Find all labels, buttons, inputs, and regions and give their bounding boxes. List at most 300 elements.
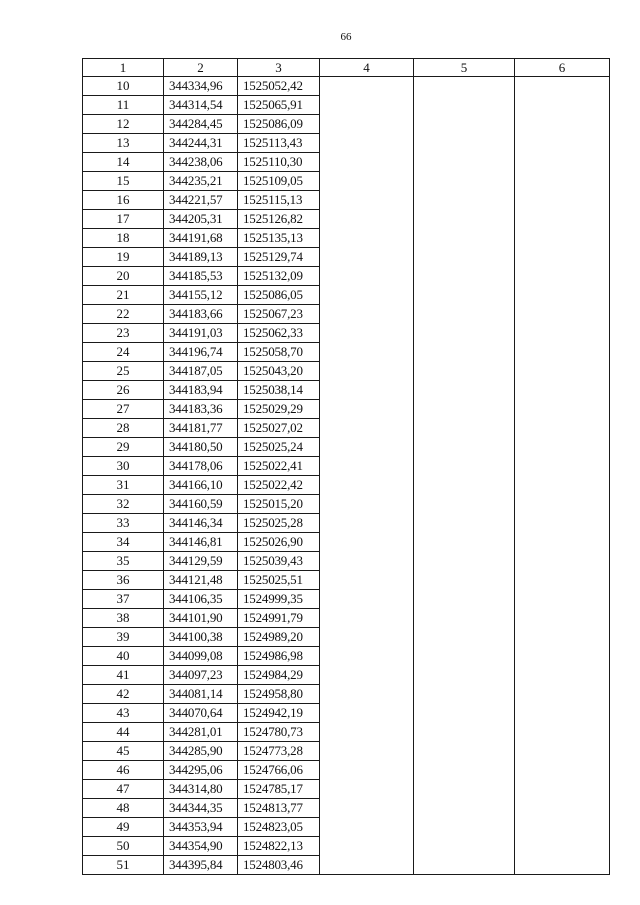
- empty-cell: [320, 229, 414, 248]
- y-coordinate-cell: 1525015,20: [238, 495, 320, 514]
- y-coordinate-cell: 1524766,06: [238, 761, 320, 780]
- empty-cell: [414, 742, 515, 761]
- empty-cell: [515, 685, 610, 704]
- point-number-cell: 50: [83, 837, 164, 856]
- empty-cell: [320, 210, 414, 229]
- y-coordinate-cell: 1525025,24: [238, 438, 320, 457]
- empty-cell: [515, 856, 610, 875]
- empty-cell: [515, 799, 610, 818]
- empty-cell: [320, 723, 414, 742]
- empty-cell: [320, 476, 414, 495]
- x-coordinate-cell: 344183,66: [164, 305, 238, 324]
- empty-cell: [414, 685, 515, 704]
- table-row: [83, 780, 610, 799]
- x-coordinate-cell: 344344,35: [164, 799, 238, 818]
- empty-cell: [515, 761, 610, 780]
- x-coordinate-cell: 344191,03: [164, 324, 238, 343]
- empty-cell: [414, 153, 515, 172]
- x-coordinate-cell: 344097,23: [164, 666, 238, 685]
- x-coordinate-cell: 344129,59: [164, 552, 238, 571]
- point-number-cell: 47: [83, 780, 164, 799]
- empty-cell: [515, 343, 610, 362]
- empty-cell: [515, 628, 610, 647]
- column-header: 5: [414, 59, 515, 77]
- empty-cell: [515, 704, 610, 723]
- empty-cell: [515, 514, 610, 533]
- table-row: [83, 229, 610, 248]
- column-header: 3: [238, 59, 320, 77]
- empty-cell: [414, 343, 515, 362]
- x-coordinate-cell: 344191,68: [164, 229, 238, 248]
- table-row: [83, 381, 610, 400]
- empty-cell: [515, 96, 610, 115]
- x-coordinate-cell: 344295,06: [164, 761, 238, 780]
- x-coordinate-cell: 344100,38: [164, 628, 238, 647]
- empty-cell: [414, 856, 515, 875]
- x-coordinate-cell: 344146,34: [164, 514, 238, 533]
- x-coordinate-cell: 344281,01: [164, 723, 238, 742]
- point-number-cell: 45: [83, 742, 164, 761]
- empty-cell: [515, 780, 610, 799]
- empty-cell: [414, 248, 515, 267]
- empty-cell: [320, 742, 414, 761]
- x-coordinate-cell: 344187,05: [164, 362, 238, 381]
- empty-cell: [320, 761, 414, 780]
- empty-cell: [320, 666, 414, 685]
- x-coordinate-cell: 344180,50: [164, 438, 238, 457]
- y-coordinate-cell: 1525132,09: [238, 267, 320, 286]
- point-number-cell: 41: [83, 666, 164, 685]
- x-coordinate-cell: 344183,36: [164, 400, 238, 419]
- empty-cell: [515, 495, 610, 514]
- point-number-cell: 10: [83, 77, 164, 96]
- y-coordinate-cell: 1525026,90: [238, 533, 320, 552]
- empty-cell: [320, 609, 414, 628]
- empty-cell: [515, 115, 610, 134]
- x-coordinate-cell: 344395,84: [164, 856, 238, 875]
- empty-cell: [414, 210, 515, 229]
- x-coordinate-cell: 344185,53: [164, 267, 238, 286]
- x-coordinate-cell: 344166,10: [164, 476, 238, 495]
- point-number-cell: 22: [83, 305, 164, 324]
- x-coordinate-cell: 344284,45: [164, 115, 238, 134]
- empty-cell: [320, 799, 414, 818]
- empty-cell: [414, 780, 515, 799]
- empty-cell: [320, 419, 414, 438]
- empty-cell: [414, 267, 515, 286]
- table-row: [83, 400, 610, 419]
- empty-cell: [414, 400, 515, 419]
- empty-cell: [320, 647, 414, 666]
- empty-cell: [414, 172, 515, 191]
- table-row: [83, 476, 610, 495]
- empty-cell: [320, 495, 414, 514]
- x-coordinate-cell: 344106,35: [164, 590, 238, 609]
- point-number-cell: 34: [83, 533, 164, 552]
- point-number-cell: 46: [83, 761, 164, 780]
- table-row: [83, 647, 610, 666]
- empty-cell: [414, 419, 515, 438]
- table-row: [83, 362, 610, 381]
- empty-cell: [320, 457, 414, 476]
- empty-cell: [320, 780, 414, 799]
- empty-cell: [414, 666, 515, 685]
- point-number-cell: 33: [83, 514, 164, 533]
- x-coordinate-cell: 344081,14: [164, 685, 238, 704]
- empty-cell: [320, 438, 414, 457]
- empty-cell: [414, 476, 515, 495]
- y-coordinate-cell: 1525058,70: [238, 343, 320, 362]
- y-coordinate-cell: 1524991,79: [238, 609, 320, 628]
- empty-cell: [320, 685, 414, 704]
- table-row: [83, 96, 610, 115]
- empty-cell: [414, 229, 515, 248]
- empty-cell: [515, 248, 610, 267]
- empty-cell: [515, 457, 610, 476]
- y-coordinate-cell: 1525067,23: [238, 305, 320, 324]
- table-row: [83, 552, 610, 571]
- y-coordinate-cell: 1524986,98: [238, 647, 320, 666]
- y-coordinate-cell: 1524942,19: [238, 704, 320, 723]
- x-coordinate-cell: 344196,74: [164, 343, 238, 362]
- table-row: [83, 419, 610, 438]
- table-row: [83, 818, 610, 837]
- table-row: [83, 343, 610, 362]
- empty-cell: [515, 153, 610, 172]
- x-coordinate-cell: 344155,12: [164, 286, 238, 305]
- empty-cell: [414, 305, 515, 324]
- empty-cell: [515, 438, 610, 457]
- empty-cell: [320, 96, 414, 115]
- y-coordinate-cell: 1525109,05: [238, 172, 320, 191]
- x-coordinate-cell: 344285,90: [164, 742, 238, 761]
- x-coordinate-cell: 344121,48: [164, 571, 238, 590]
- empty-cell: [515, 172, 610, 191]
- empty-cell: [414, 77, 515, 96]
- table-row: [83, 571, 610, 590]
- empty-cell: [320, 172, 414, 191]
- x-coordinate-cell: 344238,06: [164, 153, 238, 172]
- x-coordinate-cell: 344244,31: [164, 134, 238, 153]
- y-coordinate-cell: 1525025,28: [238, 514, 320, 533]
- empty-cell: [320, 305, 414, 324]
- empty-cell: [320, 818, 414, 837]
- y-coordinate-cell: 1524984,29: [238, 666, 320, 685]
- column-header: 4: [320, 59, 414, 77]
- x-coordinate-cell: 344221,57: [164, 191, 238, 210]
- table-row: [83, 685, 610, 704]
- empty-cell: [320, 704, 414, 723]
- x-coordinate-cell: 344235,21: [164, 172, 238, 191]
- table-row: [83, 495, 610, 514]
- empty-cell: [414, 761, 515, 780]
- y-coordinate-cell: 1525126,82: [238, 210, 320, 229]
- y-coordinate-cell: 1524803,46: [238, 856, 320, 875]
- empty-cell: [414, 628, 515, 647]
- point-number-cell: 24: [83, 343, 164, 362]
- point-number-cell: 37: [83, 590, 164, 609]
- table-row: [83, 799, 610, 818]
- x-coordinate-cell: 344099,08: [164, 647, 238, 666]
- point-number-cell: 32: [83, 495, 164, 514]
- point-number-cell: 16: [83, 191, 164, 210]
- point-number-cell: 38: [83, 609, 164, 628]
- empty-cell: [320, 134, 414, 153]
- empty-cell: [320, 571, 414, 590]
- empty-cell: [414, 514, 515, 533]
- empty-cell: [515, 476, 610, 495]
- table-row: [83, 77, 610, 96]
- empty-cell: [320, 191, 414, 210]
- table-row: [83, 704, 610, 723]
- point-number-cell: 27: [83, 400, 164, 419]
- point-number-cell: 25: [83, 362, 164, 381]
- empty-cell: [515, 305, 610, 324]
- empty-cell: [414, 533, 515, 552]
- table-row: [83, 628, 610, 647]
- point-number-cell: 42: [83, 685, 164, 704]
- table-row: [83, 248, 610, 267]
- empty-cell: [320, 77, 414, 96]
- empty-cell: [414, 799, 515, 818]
- empty-cell: [414, 286, 515, 305]
- x-coordinate-cell: 344205,31: [164, 210, 238, 229]
- y-coordinate-cell: 1524958,80: [238, 685, 320, 704]
- table-row: [83, 533, 610, 552]
- point-number-cell: 36: [83, 571, 164, 590]
- empty-cell: [515, 647, 610, 666]
- table-row: [83, 457, 610, 476]
- x-coordinate-cell: 344101,90: [164, 609, 238, 628]
- table-row: [83, 134, 610, 153]
- page-number: 66: [340, 31, 352, 43]
- y-coordinate-cell: 1524780,73: [238, 723, 320, 742]
- x-coordinate-cell: 344160,59: [164, 495, 238, 514]
- empty-cell: [320, 552, 414, 571]
- empty-cell: [515, 191, 610, 210]
- empty-cell: [515, 324, 610, 343]
- table-row: [83, 305, 610, 324]
- y-coordinate-cell: 1525065,91: [238, 96, 320, 115]
- y-coordinate-cell: 1525043,20: [238, 362, 320, 381]
- empty-cell: [320, 324, 414, 343]
- empty-cell: [320, 837, 414, 856]
- empty-cell: [414, 438, 515, 457]
- point-number-cell: 48: [83, 799, 164, 818]
- y-coordinate-cell: 1524773,28: [238, 742, 320, 761]
- table-row: [83, 590, 610, 609]
- empty-cell: [515, 77, 610, 96]
- table-row: [83, 609, 610, 628]
- point-number-cell: 44: [83, 723, 164, 742]
- table-body: [83, 77, 610, 875]
- y-coordinate-cell: 1524989,20: [238, 628, 320, 647]
- empty-cell: [515, 742, 610, 761]
- empty-cell: [515, 400, 610, 419]
- x-coordinate-cell: 344334,96: [164, 77, 238, 96]
- table-header-row: [83, 59, 610, 77]
- point-number-cell: 30: [83, 457, 164, 476]
- empty-cell: [515, 552, 610, 571]
- x-coordinate-cell: 344314,54: [164, 96, 238, 115]
- y-coordinate-cell: 1525086,05: [238, 286, 320, 305]
- empty-cell: [320, 628, 414, 647]
- empty-cell: [414, 362, 515, 381]
- x-coordinate-cell: 344181,77: [164, 419, 238, 438]
- y-coordinate-cell: 1524813,77: [238, 799, 320, 818]
- point-number-cell: 49: [83, 818, 164, 837]
- point-number-cell: 12: [83, 115, 164, 134]
- x-coordinate-cell: 344146,81: [164, 533, 238, 552]
- table-row: [83, 837, 610, 856]
- table-row: [83, 153, 610, 172]
- table-row: [83, 115, 610, 134]
- y-coordinate-cell: 1525022,42: [238, 476, 320, 495]
- empty-cell: [414, 381, 515, 400]
- empty-cell: [320, 533, 414, 552]
- empty-cell: [414, 647, 515, 666]
- x-coordinate-cell: 344178,06: [164, 457, 238, 476]
- y-coordinate-cell: 1525027,02: [238, 419, 320, 438]
- y-coordinate-cell: 1525113,43: [238, 134, 320, 153]
- empty-cell: [320, 153, 414, 172]
- point-number-cell: 15: [83, 172, 164, 191]
- x-coordinate-cell: 344354,90: [164, 837, 238, 856]
- point-number-cell: 40: [83, 647, 164, 666]
- empty-cell: [414, 723, 515, 742]
- empty-cell: [320, 381, 414, 400]
- column-header: 2: [164, 59, 238, 77]
- x-coordinate-cell: 344353,94: [164, 818, 238, 837]
- y-coordinate-cell: 1525022,41: [238, 457, 320, 476]
- table-row: [83, 267, 610, 286]
- empty-cell: [414, 818, 515, 837]
- empty-cell: [414, 704, 515, 723]
- table-row: [83, 286, 610, 305]
- empty-cell: [320, 362, 414, 381]
- empty-cell: [320, 248, 414, 267]
- empty-cell: [515, 571, 610, 590]
- column-header: 1: [83, 59, 164, 77]
- y-coordinate-cell: 1525039,43: [238, 552, 320, 571]
- empty-cell: [414, 552, 515, 571]
- y-coordinate-cell: 1525110,30: [238, 153, 320, 172]
- table-row: [83, 191, 610, 210]
- empty-cell: [515, 286, 610, 305]
- x-coordinate-cell: 344183,94: [164, 381, 238, 400]
- y-coordinate-cell: 1525052,42: [238, 77, 320, 96]
- empty-cell: [515, 666, 610, 685]
- y-coordinate-cell: 1525135,13: [238, 229, 320, 248]
- y-coordinate-cell: 1524822,13: [238, 837, 320, 856]
- y-coordinate-cell: 1524823,05: [238, 818, 320, 837]
- point-number-cell: 39: [83, 628, 164, 647]
- y-coordinate-cell: 1525129,74: [238, 248, 320, 267]
- empty-cell: [320, 856, 414, 875]
- empty-cell: [320, 514, 414, 533]
- empty-cell: [320, 115, 414, 134]
- empty-cell: [515, 381, 610, 400]
- empty-cell: [320, 286, 414, 305]
- empty-cell: [515, 837, 610, 856]
- empty-cell: [515, 533, 610, 552]
- point-number-cell: 31: [83, 476, 164, 495]
- empty-cell: [414, 96, 515, 115]
- table-row: [83, 666, 610, 685]
- empty-cell: [414, 191, 515, 210]
- table-row: [83, 324, 610, 343]
- empty-cell: [320, 400, 414, 419]
- y-coordinate-cell: 1525025,51: [238, 571, 320, 590]
- empty-cell: [515, 267, 610, 286]
- empty-cell: [414, 457, 515, 476]
- x-coordinate-cell: 344189,13: [164, 248, 238, 267]
- empty-cell: [515, 590, 610, 609]
- empty-cell: [515, 723, 610, 742]
- point-number-cell: 23: [83, 324, 164, 343]
- y-coordinate-cell: 1525115,13: [238, 191, 320, 210]
- y-coordinate-cell: 1525062,33: [238, 324, 320, 343]
- point-number-cell: 26: [83, 381, 164, 400]
- empty-cell: [414, 115, 515, 134]
- point-number-cell: 21: [83, 286, 164, 305]
- point-number-cell: 51: [83, 856, 164, 875]
- empty-cell: [414, 495, 515, 514]
- empty-cell: [515, 210, 610, 229]
- empty-cell: [515, 609, 610, 628]
- empty-cell: [414, 324, 515, 343]
- x-coordinate-cell: 344070,64: [164, 704, 238, 723]
- empty-cell: [515, 229, 610, 248]
- table-row: [83, 210, 610, 229]
- empty-cell: [515, 362, 610, 381]
- coordinates-table: [82, 58, 610, 875]
- y-coordinate-cell: 1524785,17: [238, 780, 320, 799]
- empty-cell: [414, 837, 515, 856]
- column-header: 6: [515, 59, 610, 77]
- point-number-cell: 28: [83, 419, 164, 438]
- table-row: [83, 742, 610, 761]
- empty-cell: [414, 571, 515, 590]
- y-coordinate-cell: 1524999,35: [238, 590, 320, 609]
- point-number-cell: 35: [83, 552, 164, 571]
- empty-cell: [320, 590, 414, 609]
- y-coordinate-cell: 1525086,09: [238, 115, 320, 134]
- empty-cell: [414, 590, 515, 609]
- table-row: [83, 172, 610, 191]
- table-row: [83, 761, 610, 780]
- point-number-cell: 18: [83, 229, 164, 248]
- point-number-cell: 17: [83, 210, 164, 229]
- table-row: [83, 438, 610, 457]
- empty-cell: [414, 609, 515, 628]
- table-row: [83, 723, 610, 742]
- y-coordinate-cell: 1525038,14: [238, 381, 320, 400]
- empty-cell: [515, 419, 610, 438]
- empty-cell: [515, 818, 610, 837]
- point-number-cell: 19: [83, 248, 164, 267]
- point-number-cell: 29: [83, 438, 164, 457]
- point-number-cell: 20: [83, 267, 164, 286]
- empty-cell: [414, 134, 515, 153]
- empty-cell: [320, 267, 414, 286]
- x-coordinate-cell: 344314,80: [164, 780, 238, 799]
- point-number-cell: 11: [83, 96, 164, 115]
- point-number-cell: 13: [83, 134, 164, 153]
- empty-cell: [515, 134, 610, 153]
- table-row: [83, 514, 610, 533]
- table-row: [83, 856, 610, 875]
